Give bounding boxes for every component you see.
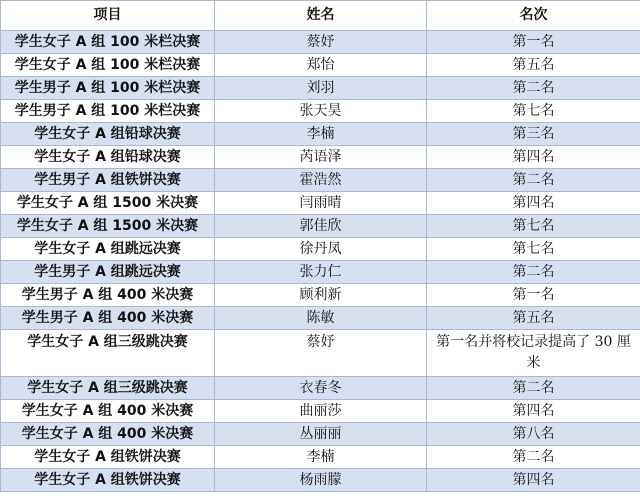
cell-event: 学生女子 A 组铁饼决赛 — [1, 469, 215, 492]
table-row — [1, 215, 640, 238]
cell-rank: 第四名 — [427, 192, 640, 215]
cell-event: 学生男子 A 组 100 米栏决赛 — [1, 100, 215, 123]
cell-rank: 第一名 — [427, 31, 640, 54]
cell-rank: 第八名 — [427, 423, 640, 446]
cell-event: 学生女子 A 组跳远决赛 — [1, 238, 215, 261]
cell-name: 蔡妤 — [215, 31, 427, 54]
table-row — [1, 77, 640, 100]
cell-event: 学生女子 A 组铅球决赛 — [1, 123, 215, 146]
cell-rank: 第二名 — [427, 261, 640, 284]
cell-rank: 第四名 — [427, 146, 640, 169]
cell-name: 衣春冬 — [215, 377, 427, 400]
cell-name: 李楠 — [215, 446, 427, 469]
table-row — [1, 423, 640, 446]
cell-name: 杨雨朦 — [215, 469, 427, 492]
cell-name: 张天昊 — [215, 100, 427, 123]
cell-rank: 第二名 — [427, 377, 640, 400]
cell-rank: 第一名并将校记录提高了 30 厘米 — [427, 330, 640, 377]
header-rank: 名次 — [427, 1, 640, 31]
table-row — [1, 54, 640, 77]
cell-event: 学生女子 A 组三级跳决赛 — [1, 377, 215, 400]
table-row — [1, 469, 640, 492]
cell-event: 学生男子 A 组 100 米栏决赛 — [1, 77, 215, 100]
cell-event: 学生女子 A 组铁饼决赛 — [1, 446, 215, 469]
cell-event: 学生男子 A 组跳远决赛 — [1, 261, 215, 284]
cell-name: 曲丽莎 — [215, 400, 427, 423]
table-row — [1, 192, 640, 215]
cell-event: 学生男子 A 组 400 米决赛 — [1, 307, 215, 330]
cell-rank: 第七名 — [427, 215, 640, 238]
table-row — [1, 31, 640, 54]
table-row — [1, 261, 640, 284]
table-row — [1, 446, 640, 469]
table-row — [1, 400, 640, 423]
cell-rank: 第七名 — [427, 238, 640, 261]
cell-event: 学生女子 A 组 1500 米决赛 — [1, 215, 215, 238]
table-row — [1, 238, 640, 261]
cell-rank: 第四名 — [427, 469, 640, 492]
header-name: 姓名 — [215, 1, 427, 31]
cell-name: 闫雨晴 — [215, 192, 427, 215]
cell-rank: 第二名 — [427, 77, 640, 100]
cell-event: 学生女子 A 组 100 米栏决赛 — [1, 31, 215, 54]
cell-name: 刘羽 — [215, 77, 427, 100]
cell-name: 霍浩然 — [215, 169, 427, 192]
cell-rank: 第二名 — [427, 446, 640, 469]
table-row — [1, 123, 640, 146]
cell-name: 丛丽丽 — [215, 423, 427, 446]
cell-name: 郑怡 — [215, 54, 427, 77]
cell-event: 学生男子 A 组铁饼决赛 — [1, 169, 215, 192]
table-header-row — [1, 1, 640, 31]
cell-name: 郭佳欣 — [215, 215, 427, 238]
cell-name: 李楠 — [215, 123, 427, 146]
cell-rank: 第一名 — [427, 284, 640, 307]
cell-event: 学生女子 A 组 400 米决赛 — [1, 400, 215, 423]
table-row — [1, 169, 640, 192]
cell-rank: 第四名 — [427, 400, 640, 423]
cell-event: 学生女子 A 组 1500 米决赛 — [1, 192, 215, 215]
cell-rank: 第二名 — [427, 169, 640, 192]
cell-event: 学生女子 A 组 400 米决赛 — [1, 423, 215, 446]
table-row — [1, 284, 640, 307]
cell-rank: 第五名 — [427, 307, 640, 330]
cell-rank: 第七名 — [427, 100, 640, 123]
cell-name: 蔡妤 — [215, 330, 427, 377]
cell-event: 学生男子 A 组 400 米决赛 — [1, 284, 215, 307]
cell-name: 顾利新 — [215, 284, 427, 307]
table-row — [1, 146, 640, 169]
cell-event: 学生女子 A 组铅球决赛 — [1, 146, 215, 169]
table-row — [1, 307, 640, 330]
cell-event: 学生女子 A 组三级跳决赛 — [1, 330, 215, 377]
cell-name: 徐丹凤 — [215, 238, 427, 261]
table-row — [1, 100, 640, 123]
cell-rank: 第三名 — [427, 123, 640, 146]
table-row — [1, 377, 640, 400]
cell-rank: 第五名 — [427, 54, 640, 77]
table-row — [1, 330, 640, 377]
cell-name: 张力仁 — [215, 261, 427, 284]
cell-name: 芮语泽 — [215, 146, 427, 169]
cell-event: 学生女子 A 组 100 米栏决赛 — [1, 54, 215, 77]
header-event: 项目 — [1, 1, 215, 31]
cell-name: 陈敏 — [215, 307, 427, 330]
